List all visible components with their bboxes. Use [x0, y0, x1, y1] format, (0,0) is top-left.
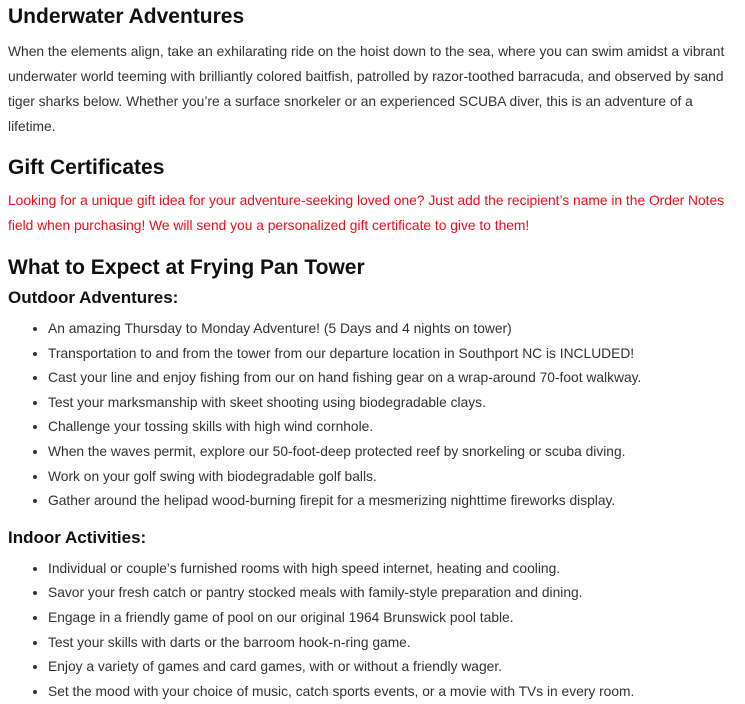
list-item: • Test your marksmanship with skeet shooting using biodegradable clays. [48, 391, 737, 416]
list-item: • Individual or couple’s furnished rooms with high speed internet, heating and cooling. [48, 557, 737, 582]
list-item: • Gather around the helipad wood-burning firepit for a mesmerizing nighttime fireworks display. [48, 489, 737, 514]
list-item: • Challenge your tossing skills with high wind cornhole. [48, 415, 737, 440]
indoor-activities-list [8, 557, 737, 704]
list-item: • Enjoy a variety of games and card games, with or without a friendly wager. [48, 655, 737, 680]
list-item: • Work on your golf swing with biodegradable golf balls. [48, 465, 737, 490]
list-item: • Cast your line and enjoy fishing from our on hand fishing gear on a wrap-around 70-foot walkway. [48, 366, 737, 391]
list-item: • When the waves permit, explore our 50-foot-deep protected reef by snorkeling or scuba diving. [48, 440, 737, 465]
indoor-activities-heading: Indoor Activities: [8, 527, 147, 547]
list-item: • Savor your fresh catch or pantry stocked meals with family-style preparation and dining. [48, 581, 737, 606]
what-to-expect-heading: What to Expect at Frying Pan Tower [8, 256, 365, 279]
underwater-adventures-text: When the elements align, take an exhilarating ride on the hoist down to the sea, where you can swim amidst a vibrant underwater world teeming with brilliantly colored baitfish, patrolled by razor-toothed barracuda, and observed by sand tiger sharks below. Whether you’re a surface snorkeler or an experienced SCUBA diver, this is an adventure of a lifetime. [8, 44, 725, 134]
list-item: • Transportation to and from the tower from our departure location in Southport NC is INCLUDED! [48, 342, 737, 367]
list-item: • Set the mood with your choice of music, catch sports events, or a movie with TVs in every room. [48, 680, 737, 704]
list-item: • Test your skills with darts or the barroom hook-n-ring game. [48, 631, 737, 656]
gift-certificates-heading: Gift Certificates [8, 156, 165, 179]
underwater-adventures-heading: Underwater Adventures [8, 5, 245, 28]
outdoor-adventures-heading: Outdoor Adventures: [8, 288, 179, 307]
outdoor-adventures-list [8, 317, 737, 514]
gift-certificates-text: Looking for a unique gift idea for your adventure-seeking loved one? Just add the recipient’s name in the Order Notes field when purchasing! We will send you a personalized gift certificate to give to them! [8, 193, 725, 233]
list-item: • Engage in a friendly game of pool on our original 1964 Brunswick pool table. [48, 606, 737, 631]
list-item: • An amazing Thursday to Monday Adventure! (5 Days and 4 nights on tower) [48, 317, 737, 342]
